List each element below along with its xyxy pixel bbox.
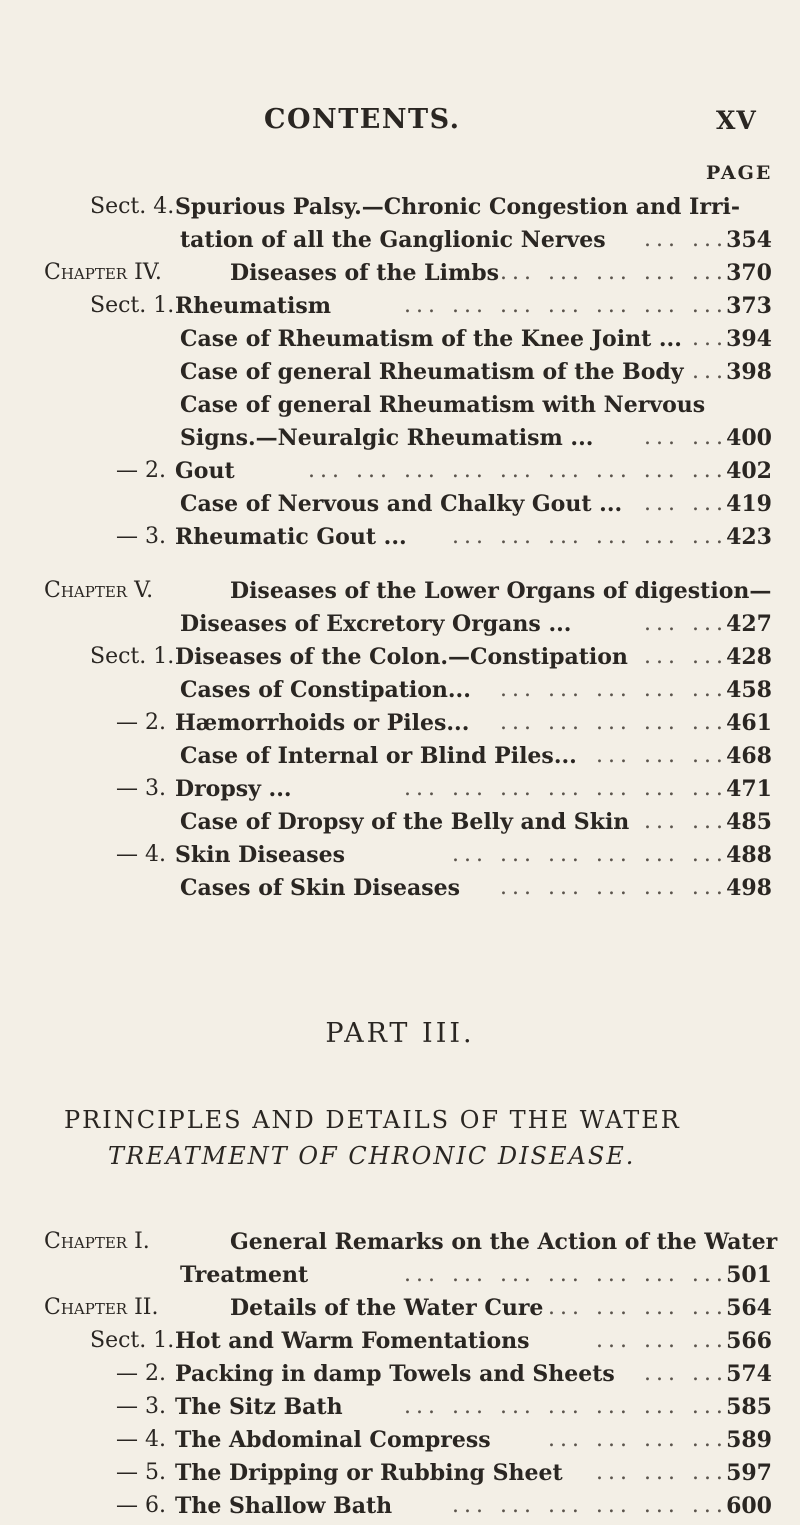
toc-entry (0, 644, 800, 676)
toc-entry-title: Rheumatism (175, 293, 331, 319)
toc-leader-dots: ... ... ... ... ... (500, 875, 728, 900)
toc-entry (0, 425, 800, 457)
toc-entry (0, 578, 800, 610)
toc-entry (0, 1460, 800, 1492)
toc-entry-label: Chapter I. (44, 1229, 150, 1254)
toc-entry-title: Signs.—Neuralgic Rheumatism ... (180, 425, 594, 451)
toc-entry-label: — 2. (116, 1361, 166, 1386)
toc-entry (0, 1229, 800, 1261)
toc-leader-dots: ... ... ... ... ... ... ... ... ... (308, 458, 728, 483)
toc-entry-page: 566 (726, 1328, 772, 1354)
toc-entry-title: Dropsy ... (175, 776, 292, 802)
toc-entry-title: Hæmorrhoids or Piles... (175, 710, 470, 736)
toc-entry (0, 260, 800, 292)
toc-entry (0, 1427, 800, 1459)
toc-entry-title: General Remarks on the Action of the Water (230, 1229, 778, 1255)
toc-entry-label: — 2. (116, 710, 166, 735)
toc-leader-dots: ... ... ... ... (548, 1295, 728, 1320)
toc-leader-dots: ... ... (644, 425, 728, 450)
toc-entry-label: — 3. (116, 1394, 166, 1419)
toc-leader-dots: ... ... (644, 227, 728, 252)
toc-entry-label: — 2. (116, 458, 166, 483)
toc-entry (0, 227, 800, 259)
toc-entry (0, 842, 800, 874)
toc-entry-title: Spurious Palsy.—Chronic Congestion and Irri- (175, 194, 741, 220)
toc-entry-page: 394 (726, 326, 772, 352)
toc-entry-label: Sect. 1. (90, 644, 175, 669)
toc-entry (0, 611, 800, 643)
toc-leader-dots: ... ... ... (596, 743, 728, 768)
toc-entry-title: Diseases of the Colon.—Constipation (175, 644, 628, 670)
toc-entry-page: 461 (726, 710, 772, 736)
toc-entry-label: Chapter V. (44, 578, 154, 603)
toc-leader-dots: ... ... (644, 644, 728, 669)
toc-entry-title: Case of Rheumatism of the Knee Joint ... (180, 326, 682, 352)
toc-entry-label: — 4. (116, 842, 166, 867)
toc-entry-page: 419 (726, 491, 772, 517)
toc-entry (0, 458, 800, 490)
toc-entry-label: Chapter II. (44, 1295, 159, 1320)
toc-entry-page: 501 (726, 1262, 772, 1288)
toc-entry-page: 468 (726, 743, 772, 769)
toc-entry-title: Packing in damp Towels and Sheets (175, 1361, 615, 1387)
toc-entry-title: Treatment (180, 1262, 309, 1288)
toc-entry-page: 373 (726, 293, 772, 319)
toc-leader-dots: ... ... ... ... ... ... (452, 1493, 728, 1518)
toc-entry-label: Chapter IV. (44, 260, 162, 285)
toc-entry (0, 710, 800, 742)
toc-entry (0, 359, 800, 391)
toc-entry (0, 1262, 800, 1294)
toc-entry-title: Skin Diseases (175, 842, 345, 868)
toc-entry (0, 392, 800, 424)
running-head (0, 104, 800, 144)
toc-entry (0, 524, 800, 556)
toc-entry-title: Diseases of Excretory Organs ... (180, 611, 572, 637)
toc-leader-dots: ... ... ... ... ... (500, 260, 728, 285)
toc-entry-title: Case of Dropsy of the Belly and Skin (180, 809, 630, 835)
toc-entry-page: 597 (726, 1460, 772, 1486)
toc-leader-dots: ... ... ... (596, 1460, 728, 1485)
toc-entry-title: Cases of Constipation... (180, 677, 471, 703)
toc-entry (0, 1394, 800, 1426)
part-heading: PART III. (325, 1018, 475, 1049)
toc-leader-dots: ... ... ... ... ... (500, 677, 728, 702)
toc-entry (0, 326, 800, 358)
toc-leader-dots: ... ... ... ... ... ... (452, 842, 728, 867)
toc-entry-title: The Shallow Bath (175, 1493, 393, 1519)
toc-entry-title: tation of all the Ganglionic Nerves (180, 227, 606, 253)
toc-leader-dots: ... ... (644, 1361, 728, 1386)
toc-entry-page: 400 (726, 425, 772, 451)
toc-entry-title: Diseases of the Limbs (230, 260, 499, 286)
toc-entry-page: 428 (726, 644, 772, 670)
toc-entry-label: — 3. (116, 524, 166, 549)
toc-entry-page: 398 (726, 359, 772, 385)
toc-entry-title: The Abdominal Compress (175, 1427, 491, 1453)
toc-entry-page: 423 (726, 524, 772, 550)
toc-entry-page: 488 (726, 842, 772, 868)
page-column-label: PAGE (706, 162, 773, 184)
toc-entry (0, 743, 800, 775)
toc-entry-title: Case of Nervous and Chalky Gout ... (180, 491, 623, 517)
toc-entry-label: Sect. 1. (90, 1328, 175, 1353)
toc-entry-page: 600 (726, 1493, 772, 1519)
toc-entry (0, 809, 800, 841)
toc-entry (0, 875, 800, 907)
toc-entry (0, 1328, 800, 1360)
toc-entry-label: — 3. (116, 776, 166, 801)
toc-entry-label: — 6. (116, 1493, 166, 1518)
toc-leader-dots: ... ... ... ... ... ... ... (404, 1394, 728, 1419)
toc-entry-page: 498 (726, 875, 772, 901)
toc-entry-page: 471 (726, 776, 772, 802)
toc-leader-dots: ... ... ... (596, 1328, 728, 1353)
toc-entry-page: 585 (726, 1394, 772, 1420)
toc-leader-dots: ... ... ... ... ... ... ... (404, 776, 728, 801)
part-subtitle-line1: PRINCIPLES AND DETAILS OF THE WATER (64, 1106, 681, 1134)
toc-entry-label: Sect. 4. (90, 194, 175, 219)
toc-leader-dots: ... (692, 359, 728, 384)
toc-leader-dots: ... ... (644, 491, 728, 516)
toc-entry-title: Rheumatic Gout ... (175, 524, 407, 550)
toc-leader-dots: ... ... (644, 809, 728, 834)
toc-leader-dots: ... ... ... ... ... ... ... (404, 293, 728, 318)
toc-entry-title: Case of general Rheumatism of the Body (180, 359, 684, 385)
toc-entry-title: Hot and Warm Fomentations (175, 1328, 530, 1354)
toc-entry-page: 589 (726, 1427, 772, 1453)
toc-entry-page: 354 (726, 227, 772, 253)
toc-entry-page: 564 (726, 1295, 772, 1321)
toc-leader-dots: ... ... ... ... ... (500, 710, 728, 735)
part-subtitle-line2: TREATMENT OF CHRONIC DISEASE. (108, 1142, 636, 1170)
toc-entry-title: The Sitz Bath (175, 1394, 343, 1420)
toc-leader-dots: ... ... ... ... (548, 1427, 728, 1452)
toc-entry (0, 1295, 800, 1327)
toc-entry-title: Cases of Skin Diseases (180, 875, 460, 901)
toc-entry (0, 776, 800, 808)
toc-leader-dots: ... ... ... ... ... ... (452, 524, 728, 549)
toc-entry-page: 458 (726, 677, 772, 703)
toc-entry-title: Case of general Rheumatism with Nervous (180, 392, 706, 418)
toc-entry (0, 491, 800, 523)
toc-entry (0, 293, 800, 325)
toc-entry-title: Gout (175, 458, 235, 484)
toc-entry-page: 574 (726, 1361, 772, 1387)
toc-leader-dots: ... ... ... ... ... ... ... (404, 1262, 728, 1287)
toc-entry-title: The Dripping or Rubbing Sheet (175, 1460, 563, 1486)
toc-entry-title: Details of the Water Cure (230, 1295, 544, 1321)
toc-entry-label: Sect. 1. (90, 293, 175, 318)
toc-entry (0, 1493, 800, 1525)
toc-entry-page: 485 (726, 809, 772, 835)
toc-entry-title: Case of Internal or Blind Piles... (180, 743, 577, 769)
toc-entry-label: — 5. (116, 1460, 166, 1485)
toc-leader-dots: ... (692, 326, 728, 351)
toc-entry-page: 427 (726, 611, 772, 637)
toc-entry (0, 1361, 800, 1393)
toc-entry-title: Diseases of the Lower Organs of digestion— (230, 578, 772, 604)
toc-entry (0, 194, 800, 226)
toc-entry-page: 402 (726, 458, 772, 484)
toc-entry-page: 370 (726, 260, 772, 286)
toc-leader-dots: ... ... (644, 611, 728, 636)
toc-entry (0, 677, 800, 709)
running-head-title: CONTENTS. (264, 104, 461, 135)
toc-entry-label: — 4. (116, 1427, 166, 1452)
page-folio: XV (716, 106, 757, 135)
